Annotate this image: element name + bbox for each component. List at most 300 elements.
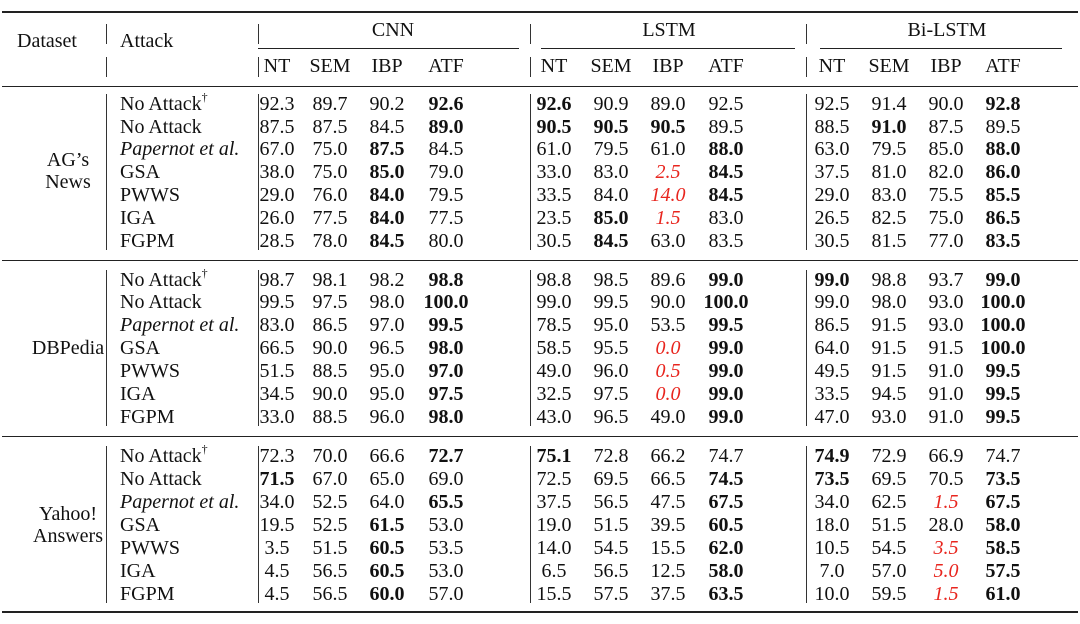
table-rule-3 [2, 436, 1078, 437]
table-cell: 99.0 [536, 291, 572, 313]
table-cell: 51.5 [259, 360, 295, 382]
table-cell: 62.0 [708, 537, 744, 559]
table-cell: 72.8 [593, 445, 629, 467]
table-cell: 83.0 [708, 207, 744, 229]
model-group-rule-2 [820, 48, 1062, 49]
attack-name: No Attack [120, 468, 202, 490]
table-cell: 66.9 [928, 445, 964, 467]
table-cell: 72.3 [259, 445, 295, 467]
attack-name: PWWS [120, 537, 180, 559]
table-rule-4 [2, 611, 1078, 613]
table-cell: 89.0 [428, 116, 464, 138]
table-cell: 67.5 [708, 491, 744, 513]
table-cell: 96.0 [593, 360, 629, 382]
table-cell: 91.0 [928, 360, 964, 382]
col-sep-body-2-0 [530, 94, 531, 250]
table-cell: 61.0 [536, 138, 572, 160]
table-cell: 74.9 [814, 445, 850, 467]
header-method-atf: ATF [708, 55, 744, 77]
table-cell: 34.0 [814, 491, 850, 513]
table-cell: 92.6 [428, 93, 464, 115]
table-cell: 99.5 [985, 383, 1021, 405]
table-cell: 93.7 [928, 269, 964, 291]
header-model-lstm: LSTM [642, 19, 696, 41]
table-cell: 62.5 [871, 491, 907, 513]
table-cell: 74.7 [708, 445, 744, 467]
table-cell: 94.5 [871, 383, 907, 405]
table-cell: 66.5 [650, 468, 686, 490]
table-cell: 49.0 [536, 360, 572, 382]
table-cell: 89.7 [312, 93, 348, 115]
table-cell: 91.5 [871, 314, 907, 336]
table-cell: 10.0 [814, 583, 850, 605]
table-cell: 66.5 [259, 337, 295, 359]
table-cell: 23.5 [536, 207, 572, 229]
table-cell: 75.5 [928, 184, 964, 206]
table-cell: 3.5 [264, 537, 290, 559]
table-cell: 83.0 [871, 184, 907, 206]
table-cell: 29.0 [259, 184, 295, 206]
table-cell: 99.0 [814, 269, 850, 291]
table-cell: 99.0 [708, 337, 744, 359]
table-cell: 95.0 [369, 383, 405, 405]
table-cell: 0.0 [655, 337, 681, 359]
table-cell: 87.5 [259, 116, 295, 138]
table-cell: 75.0 [312, 161, 348, 183]
table-cell: 26.0 [259, 207, 295, 229]
table-cell: 51.5 [593, 514, 629, 536]
table-cell: 47.0 [814, 406, 850, 428]
table-cell: 3.5 [933, 537, 959, 559]
table-cell: 98.8 [536, 269, 572, 291]
table-cell: 56.5 [593, 560, 629, 582]
table-cell: 89.6 [650, 269, 686, 291]
table-cell: 95.5 [593, 337, 629, 359]
table-cell: 67.5 [985, 491, 1021, 513]
table-cell: 98.0 [428, 337, 464, 359]
table-cell: 93.0 [871, 406, 907, 428]
table-cell: 7.0 [819, 560, 845, 582]
table-cell: 66.2 [650, 445, 686, 467]
table-cell: 75.0 [928, 207, 964, 229]
attack-name: FGPM [120, 583, 175, 605]
header-model-cnn: CNN [371, 19, 415, 41]
table-cell: 86.5 [985, 207, 1021, 229]
table-cell: 19.5 [259, 514, 295, 536]
table-cell: 98.7 [259, 269, 295, 291]
table-cell: 92.5 [814, 93, 850, 115]
table-cell: 47.5 [650, 491, 686, 513]
table-cell: 84.5 [708, 184, 744, 206]
table-cell: 54.5 [593, 537, 629, 559]
header-method-nt: NT [818, 55, 846, 77]
table-cell: 33.5 [814, 383, 850, 405]
table-cell: 92.6 [536, 93, 572, 115]
header-method-atf: ATF [985, 55, 1021, 77]
table-cell: 65.5 [428, 491, 464, 513]
table-cell: 51.5 [871, 514, 907, 536]
table-cell: 82.5 [871, 207, 907, 229]
table-cell: 83.0 [593, 161, 629, 183]
table-cell: 15.5 [650, 537, 686, 559]
attack-name: No Attack† [120, 90, 208, 115]
table-cell: 60.5 [369, 560, 405, 582]
table-cell: 67.0 [312, 468, 348, 490]
attack-name: No Attack [120, 116, 202, 138]
table-cell: 90.5 [536, 116, 572, 138]
table-cell: 77.5 [428, 207, 464, 229]
table-cell: 80.0 [428, 230, 464, 252]
table-cell: 57.0 [428, 583, 464, 605]
table-cell: 56.5 [593, 491, 629, 513]
table-cell: 90.0 [312, 337, 348, 359]
table-cell: 84.0 [369, 207, 405, 229]
table-cell: 92.5 [708, 93, 744, 115]
table-cell: 72.7 [428, 445, 464, 467]
table-cell: 4.5 [264, 583, 290, 605]
table-cell: 30.5 [814, 230, 850, 252]
table-cell: 26.5 [814, 207, 850, 229]
table-cell: 89.0 [650, 93, 686, 115]
table-cell: 91.5 [871, 360, 907, 382]
col-sep-header-b-3 [806, 57, 807, 77]
table-cell: 12.5 [650, 560, 686, 582]
table-cell: 100.0 [423, 291, 469, 313]
table-cell: 84.0 [369, 184, 405, 206]
table-cell: 95.0 [593, 314, 629, 336]
table-cell: 53.5 [650, 314, 686, 336]
table-cell: 86.5 [814, 314, 850, 336]
table-cell: 57.5 [985, 560, 1021, 582]
table-cell: 91.0 [928, 383, 964, 405]
table-cell: 84.5 [428, 138, 464, 160]
col-sep-body-3-2 [806, 446, 807, 603]
table-cell: 90.0 [650, 291, 686, 313]
table-cell: 10.5 [814, 537, 850, 559]
table-cell: 54.5 [871, 537, 907, 559]
table-cell: 57.5 [593, 583, 629, 605]
table-cell: 65.0 [369, 468, 405, 490]
table-cell: 99.5 [428, 314, 464, 336]
attack-name: Papernot et al. [120, 314, 240, 336]
dagger-mark: † [201, 90, 208, 104]
table-cell: 90.2 [369, 93, 405, 115]
table-cell: 100.0 [980, 291, 1026, 313]
table-cell: 28.5 [259, 230, 295, 252]
table-cell: 99.5 [259, 291, 295, 313]
dataset-name: AG’s [46, 149, 90, 171]
table-cell: 29.0 [814, 184, 850, 206]
table-cell: 90.5 [650, 116, 686, 138]
table-cell: 72.9 [871, 445, 907, 467]
table-cell: 77.0 [928, 230, 964, 252]
model-group-rule-1 [541, 48, 795, 49]
table-cell: 97.0 [369, 314, 405, 336]
table-cell: 98.0 [428, 406, 464, 428]
table-cell: 38.0 [259, 161, 295, 183]
table-cell: 79.5 [428, 184, 464, 206]
table-cell: 87.5 [928, 116, 964, 138]
table-cell: 76.0 [312, 184, 348, 206]
table-cell: 0.0 [655, 383, 681, 405]
table-cell: 97.5 [593, 383, 629, 405]
table-cell: 91.0 [928, 406, 964, 428]
dataset-name: Answers [33, 525, 103, 547]
table-cell: 33.0 [259, 406, 295, 428]
table-cell: 97.0 [428, 360, 464, 382]
attack-name: IGA [120, 560, 156, 582]
table-cell: 61.5 [369, 514, 405, 536]
table-cell: 88.5 [312, 360, 348, 382]
table-cell: 99.5 [985, 406, 1021, 428]
attack-name: No Attack† [120, 442, 208, 467]
table-cell: 60.5 [708, 514, 744, 536]
table-rule-2 [2, 260, 1078, 261]
table-cell: 97.5 [312, 291, 348, 313]
table-cell: 74.7 [985, 445, 1021, 467]
table-cell: 37.5 [536, 491, 572, 513]
table-cell: 98.5 [593, 269, 629, 291]
table-cell: 37.5 [650, 583, 686, 605]
table-cell: 97.5 [428, 383, 464, 405]
attack-name: FGPM [120, 406, 175, 428]
col-sep-body-2-2 [530, 446, 531, 603]
table-cell: 93.0 [928, 314, 964, 336]
attack-name: PWWS [120, 360, 180, 382]
table-cell: 88.0 [708, 138, 744, 160]
table-cell: 70.5 [928, 468, 964, 490]
table-cell: 15.5 [536, 583, 572, 605]
table-rule-0 [2, 11, 1078, 13]
attack-name: FGPM [120, 230, 175, 252]
table-cell: 91.0 [871, 116, 907, 138]
table-cell: 98.0 [871, 291, 907, 313]
col-sep-body-3-0 [806, 94, 807, 250]
table-cell: 99.0 [708, 383, 744, 405]
table-cell: 99.5 [985, 360, 1021, 382]
table-cell: 28.0 [928, 514, 964, 536]
col-sep-body-0-2 [106, 446, 107, 603]
table-cell: 34.0 [259, 491, 295, 513]
table-cell: 87.5 [312, 116, 348, 138]
col-sep-header-a-2 [530, 24, 531, 44]
table-cell: 81.5 [871, 230, 907, 252]
attack-name: PWWS [120, 184, 180, 206]
table-cell: 67.0 [259, 138, 295, 160]
table-cell: 77.5 [312, 207, 348, 229]
table-cell: 5.0 [933, 560, 959, 582]
col-sep-body-0-0 [106, 94, 107, 250]
table-cell: 71.5 [259, 468, 295, 490]
col-sep-body-2-1 [530, 270, 531, 426]
dagger-mark: † [201, 442, 208, 456]
attack-name: Papernot et al. [120, 138, 240, 160]
table-cell: 91.5 [871, 337, 907, 359]
table-cell: 18.0 [814, 514, 850, 536]
table-cell: 74.5 [708, 468, 744, 490]
table-cell: 86.5 [312, 314, 348, 336]
table-cell: 92.8 [985, 93, 1021, 115]
table-cell: 89.5 [985, 116, 1021, 138]
table-cell: 85.0 [369, 161, 405, 183]
table-cell: 14.0 [536, 537, 572, 559]
table-cell: 84.5 [593, 230, 629, 252]
attack-name: IGA [120, 207, 156, 229]
table-cell: 61.0 [650, 138, 686, 160]
table-cell: 79.5 [593, 138, 629, 160]
table-cell: 52.5 [312, 491, 348, 513]
table-cell: 78.5 [536, 314, 572, 336]
table-cell: 95.0 [369, 360, 405, 382]
table-cell: 60.5 [369, 537, 405, 559]
attack-name: GSA [120, 337, 161, 359]
table-cell: 60.0 [369, 583, 405, 605]
table-cell: 69.5 [593, 468, 629, 490]
table-cell: 100.0 [980, 337, 1026, 359]
table-cell: 56.5 [312, 560, 348, 582]
table-cell: 37.5 [814, 161, 850, 183]
table-cell: 51.5 [312, 537, 348, 559]
table-cell: 14.0 [650, 184, 686, 206]
table-cell: 99.0 [814, 291, 850, 313]
table-cell: 79.5 [871, 138, 907, 160]
table-cell: 98.1 [312, 269, 348, 291]
table-cell: 82.0 [928, 161, 964, 183]
table-cell: 91.5 [928, 337, 964, 359]
table-cell: 66.6 [369, 445, 405, 467]
table-cell: 52.5 [312, 514, 348, 536]
table-cell: 53.0 [428, 560, 464, 582]
table-cell: 49.0 [650, 406, 686, 428]
table-cell: 72.5 [536, 468, 572, 490]
table-cell: 69.5 [871, 468, 907, 490]
table-cell: 56.5 [312, 583, 348, 605]
dagger-mark: † [201, 266, 208, 280]
table-cell: 85.5 [985, 184, 1021, 206]
attack-name: Papernot et al. [120, 491, 240, 513]
table-cell: 90.9 [593, 93, 629, 115]
table-cell: 88.5 [814, 116, 850, 138]
table-cell: 58.5 [985, 537, 1021, 559]
table-cell: 93.0 [928, 291, 964, 313]
col-sep-header-a-1 [258, 24, 259, 44]
table-cell: 99.0 [708, 269, 744, 291]
header-method-ibp: IBP [930, 55, 962, 77]
dataset-name: Yahoo! [39, 503, 97, 525]
table-cell: 100.0 [980, 314, 1026, 336]
table-cell: 98.0 [369, 291, 405, 313]
table-cell: 39.5 [650, 514, 686, 536]
table-cell: 63.0 [650, 230, 686, 252]
table-cell: 84.5 [708, 161, 744, 183]
table-cell: 100.0 [703, 291, 749, 313]
header-method-sem: SEM [309, 55, 351, 77]
header-method-ibp: IBP [652, 55, 684, 77]
table-cell: 32.5 [536, 383, 572, 405]
dataset-name: News [45, 171, 91, 193]
header-method-ibp: IBP [371, 55, 403, 77]
table-cell: 90.0 [312, 383, 348, 405]
table-cell: 98.8 [428, 269, 464, 291]
table-cell: 90.0 [928, 93, 964, 115]
table-cell: 19.0 [536, 514, 572, 536]
table-cell: 58.0 [708, 560, 744, 582]
table-cell: 84.5 [369, 116, 405, 138]
header-model-bi-lstm: Bi-LSTM [907, 19, 987, 41]
table-cell: 81.0 [871, 161, 907, 183]
table-cell: 96.0 [369, 406, 405, 428]
col-sep-header-b-1 [258, 57, 259, 77]
table-cell: 84.0 [593, 184, 629, 206]
table-cell: 6.5 [541, 560, 567, 582]
table-cell: 59.5 [871, 583, 907, 605]
table-cell: 91.4 [871, 93, 907, 115]
table-cell: 84.5 [369, 230, 405, 252]
table-cell: 1.5 [933, 491, 959, 513]
table-cell: 87.5 [369, 138, 405, 160]
table-cell: 78.0 [312, 230, 348, 252]
table-cell: 75.0 [312, 138, 348, 160]
model-group-rule-0 [258, 48, 519, 49]
table-cell: 63.5 [708, 583, 744, 605]
table-cell: 85.0 [928, 138, 964, 160]
table-cell: 61.0 [985, 583, 1021, 605]
col-sep-header-a-3 [806, 24, 807, 44]
header-dataset: Dataset [17, 30, 77, 52]
header-method-atf: ATF [428, 55, 464, 77]
table-cell: 99.5 [593, 291, 629, 313]
table-cell: 83.5 [708, 230, 744, 252]
table-cell: 49.5 [814, 360, 850, 382]
header-method-sem: SEM [868, 55, 910, 77]
attack-name: GSA [120, 161, 161, 183]
table-cell: 1.5 [655, 207, 681, 229]
table-cell: 99.0 [708, 360, 744, 382]
table-cell: 79.0 [428, 161, 464, 183]
table-cell: 96.5 [369, 337, 405, 359]
table-cell: 34.5 [259, 383, 295, 405]
table-rule-1 [2, 86, 1078, 87]
col-sep-header-b-0 [106, 57, 107, 77]
table-cell: 99.5 [708, 314, 744, 336]
attack-name: No Attack [120, 291, 202, 313]
header-method-nt: NT [540, 55, 568, 77]
header-method-nt: NT [263, 55, 291, 77]
table-cell: 53.0 [428, 514, 464, 536]
table-cell: 98.2 [369, 269, 405, 291]
table-cell: 53.5 [428, 537, 464, 559]
table-cell: 33.0 [536, 161, 572, 183]
table-cell: 4.5 [264, 560, 290, 582]
table-cell: 2.5 [655, 161, 681, 183]
table-cell: 90.5 [593, 116, 629, 138]
table-cell: 83.5 [985, 230, 1021, 252]
table-cell: 83.0 [259, 314, 295, 336]
table-cell: 63.0 [814, 138, 850, 160]
table-cell: 85.0 [593, 207, 629, 229]
table-cell: 0.5 [655, 360, 681, 382]
table-cell: 30.5 [536, 230, 572, 252]
header-attack: Attack [120, 30, 174, 52]
table-cell: 64.0 [814, 337, 850, 359]
attack-name: IGA [120, 383, 156, 405]
table-cell: 88.0 [985, 138, 1021, 160]
table-cell: 92.3 [259, 93, 295, 115]
header-method-sem: SEM [590, 55, 632, 77]
table-cell: 1.5 [933, 583, 959, 605]
table-cell: 33.5 [536, 184, 572, 206]
table-cell: 43.0 [536, 406, 572, 428]
